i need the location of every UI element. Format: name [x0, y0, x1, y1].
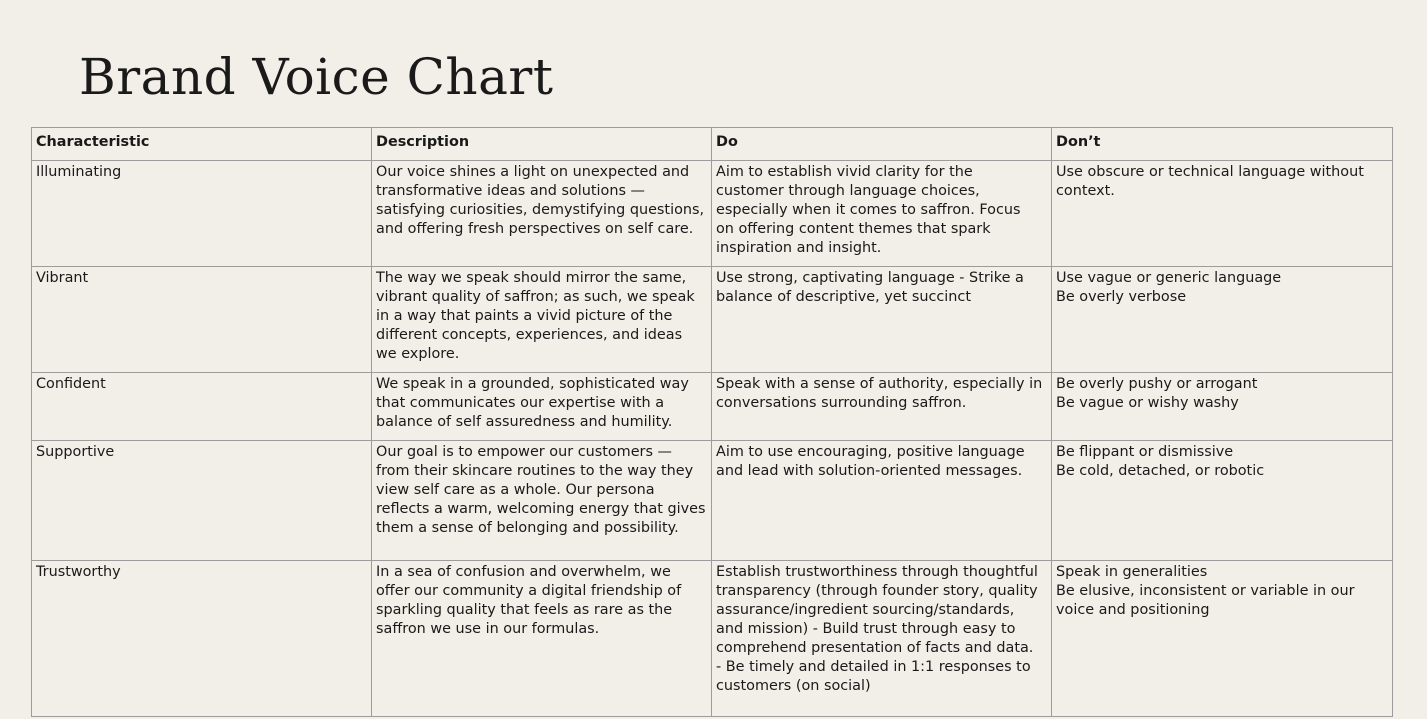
- header-dont: Don’t: [1052, 128, 1393, 161]
- dont-cell: Be flippant or dismissive Be cold, detached, or robotic: [1052, 441, 1393, 561]
- characteristic-cell: Trustworthy: [32, 561, 372, 717]
- description-cell: We speak in a grounded, sophisticated way that communicates our expertise with a balance of self assuredness and humility.: [372, 373, 712, 441]
- characteristic-cell: Illuminating: [32, 161, 372, 267]
- dont-cell: Use obscure or technical language without context.: [1052, 161, 1393, 267]
- description-cell: Our goal is to empower our customers — from their skincare routines to the way they view self care as a whole. Our persona reflects a warm, welcoming energy that gives them a sense of belonging and possibility.: [372, 441, 712, 561]
- table-row: [32, 373, 1393, 441]
- table-row: [32, 441, 1393, 561]
- characteristic-cell: Vibrant: [32, 267, 372, 373]
- dont-cell: Be overly pushy or arrogant Be vague or wishy washy: [1052, 373, 1393, 441]
- table-row: [32, 561, 1393, 717]
- dont-cell: Use vague or generic language Be overly verbose: [1052, 267, 1393, 373]
- table-header-row: [32, 128, 1393, 161]
- header-do: Do: [712, 128, 1052, 161]
- description-cell: The way we speak should mirror the same, vibrant quality of saffron; as such, we speak in a way that paints a vivid picture of the different concepts, experiences, and ideas we explore.: [372, 267, 712, 373]
- table-row: [32, 267, 1393, 373]
- page-title: Brand Voice Chart: [79, 48, 554, 106]
- do-cell: Use strong, captivating language - Strike a balance of descriptive, yet succinct: [712, 267, 1052, 373]
- do-cell: Aim to use encouraging, positive language and lead with solution-oriented messages.: [712, 441, 1052, 561]
- characteristic-cell: Supportive: [32, 441, 372, 561]
- dont-cell: Speak in generalities Be elusive, inconsistent or variable in our voice and positioning: [1052, 561, 1393, 717]
- header-characteristic: Characteristic: [32, 128, 372, 161]
- description-cell: In a sea of confusion and overwhelm, we offer our community a digital friendship of sparkling quality that feels as rare as the saffron we use in our formulas.: [372, 561, 712, 717]
- do-cell: Speak with a sense of authority, especially in conversations surrounding saffron.: [712, 373, 1052, 441]
- description-cell: Our voice shines a light on unexpected and transformative ideas and solutions — satisfying curiosities, demystifying questions, and offering fresh perspectives on self care.: [372, 161, 712, 267]
- brand-voice-table: [31, 127, 1393, 717]
- do-cell: Establish trustworthiness through thoughtful transparency (through founder story, quality assurance/ingredient sourcing/standards, and mission) - Build trust through easy to comprehend presentation of facts and data. - Be timely and detailed in 1:1 responses to customers (on social): [712, 561, 1052, 717]
- do-cell: Aim to establish vivid clarity for the customer through language choices, especially when it comes to saffron. Focus on offering content themes that spark inspiration and insight.: [712, 161, 1052, 267]
- table-row: [32, 161, 1393, 267]
- header-description: Description: [372, 128, 712, 161]
- characteristic-cell: Confident: [32, 373, 372, 441]
